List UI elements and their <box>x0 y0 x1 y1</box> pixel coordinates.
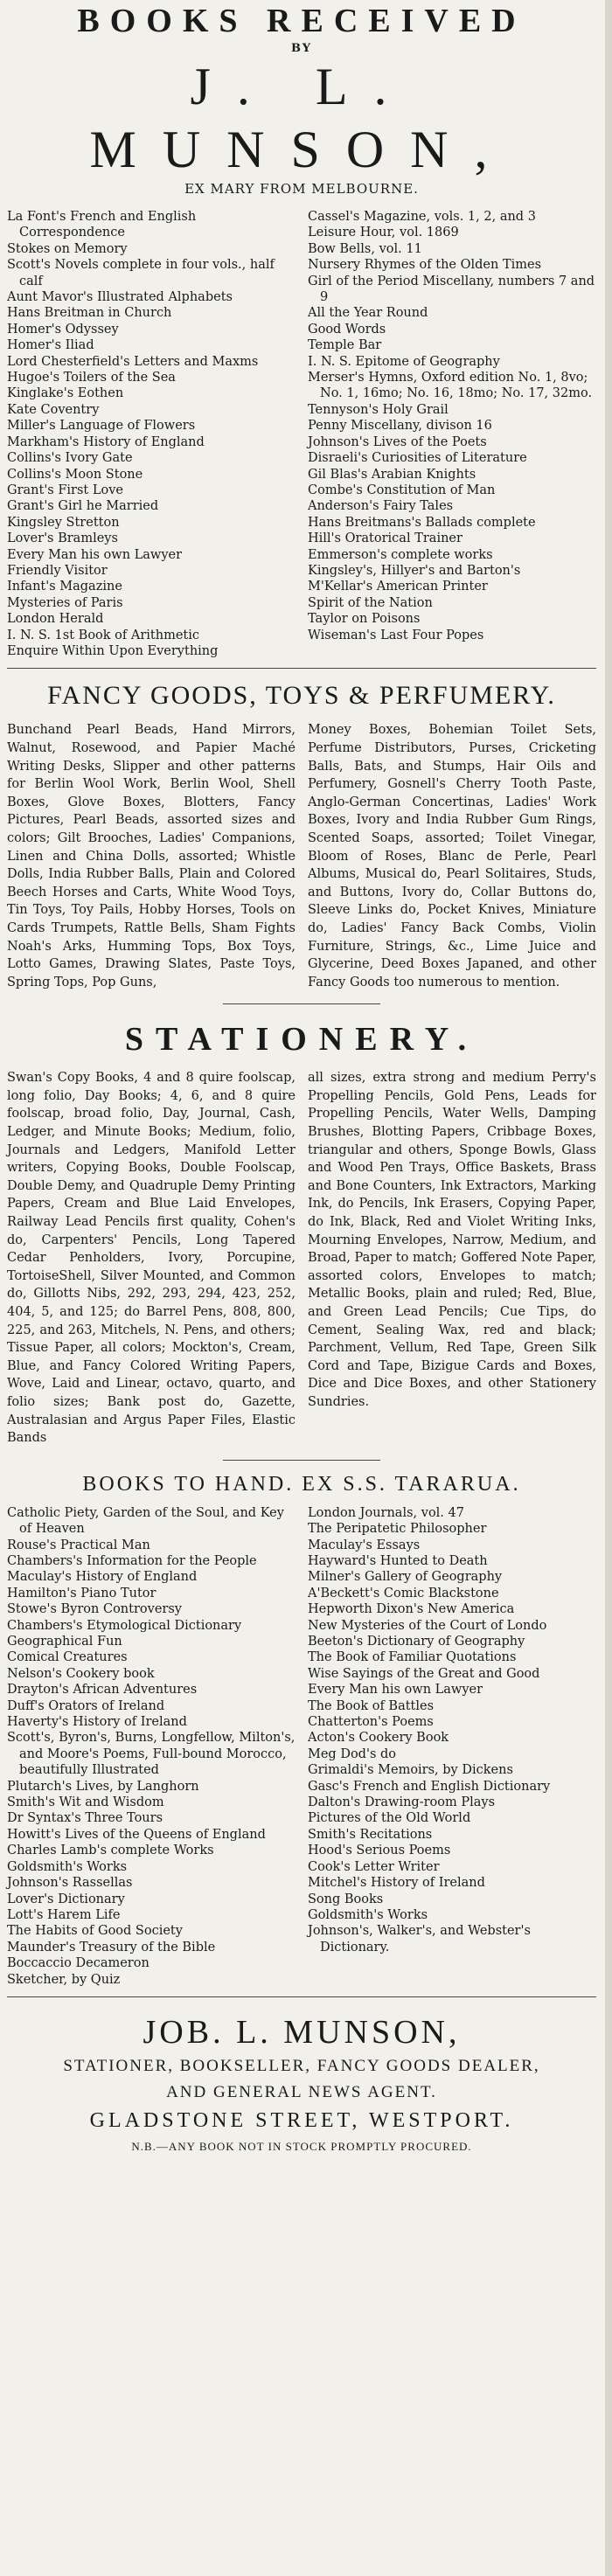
list-item: London Journals, vol. 47 <box>308 1505 464 1520</box>
list-item: Grimaldi's Memoirs, by Dickens <box>308 1763 513 1778</box>
list-item: Kate Coventry <box>7 402 100 417</box>
signature-trade: STATIONER, BOOKSELLER, FANCY GOODS DEALER, <box>63 2056 540 2075</box>
list-item: Gasc's French and English Dictionary <box>308 1779 551 1794</box>
list-item: Infant's Magazine <box>7 580 122 594</box>
header-ex: EX MARY FROM MELBOURNE. <box>184 181 419 197</box>
list-item: Hans Breitman in Church <box>7 306 172 321</box>
list-item: Stowe's Byron Controversy <box>7 1602 182 1617</box>
list-item: Miller's Language of Flowers <box>7 419 196 434</box>
list-item: Temple Bar <box>308 338 382 353</box>
list-item: Grant's Girl he Married <box>7 499 159 514</box>
list-item: Homer's Iliad <box>7 338 94 353</box>
list-item: Markham's History of England <box>7 434 205 449</box>
list-item: Goldsmith's Works <box>7 1859 128 1874</box>
list-item: Homer's Odyssey <box>7 322 119 337</box>
list-item: The Peripatetic Philosopher <box>308 1522 487 1537</box>
list-item: New Mysteries of the Court of Londo <box>308 1618 547 1633</box>
list-item: Lover's Dictionary <box>7 1892 125 1906</box>
list-item: Every Man his own Lawyer <box>308 1683 483 1698</box>
list-item: All the Year Round <box>308 306 428 321</box>
list-item: Mysteries of Paris <box>7 595 123 610</box>
list-item: Howitt's Lives of the Queens of England <box>7 1827 266 1842</box>
divider <box>223 1003 380 1004</box>
list-item: Merser's Hymns, Oxford edition No. 1, 8vo; No. 1, 16mo; No. 16, 18mo; No. 17, 32mo. <box>308 371 593 401</box>
list-item: Gil Blas's Arabian Knights <box>308 467 476 482</box>
list-item: Drayton's African Adventures <box>7 1683 198 1698</box>
list-item: Nursery Rhymes of the Olden Times <box>308 258 542 273</box>
stationery-body <box>7 1069 596 1447</box>
list-item: Smith's Recitations <box>308 1827 433 1842</box>
list-item: Milner's Gallery of Geography <box>308 1570 503 1585</box>
list-item: Mitchel's History of Ireland <box>308 1876 485 1891</box>
list-item: Hugoe's Toilers of the Sea <box>7 371 176 385</box>
list-item: Rouse's Practical Man <box>7 1538 150 1552</box>
tohand-list <box>7 1505 596 1988</box>
list-item: Chambers's Information for the People <box>7 1553 257 1568</box>
header-by: BY <box>290 42 313 55</box>
list-item: Dalton's Drawing-room Plays <box>308 1795 496 1810</box>
list-item: Stokes on Memory <box>7 241 128 256</box>
list-item: Kinglake's Eothen <box>7 386 124 401</box>
list-item: Wiseman's Last Four Popes <box>308 628 484 642</box>
list-item: Lord Chesterfield's Letters and Maxms <box>7 354 259 369</box>
list-item: Scott's Novels complete in four vols., half calf <box>7 258 275 288</box>
list-item: Disraeli's Curiosities of Literature <box>308 451 527 466</box>
list-item: Meg Dod's do <box>308 1746 397 1761</box>
list-item: Cook's Letter Writer <box>308 1859 440 1874</box>
list-item: Charles Lamb's complete Works <box>7 1843 214 1858</box>
list-item: Hood's Serious Poems <box>308 1843 451 1858</box>
list-item: Penny Miscellany, divison 16 <box>308 419 492 434</box>
signature-note: N.B.—ANY BOOK NOT IN STOCK PROMPTLY PROCURED. <box>131 2139 472 2153</box>
header-name: J. L. MUNSON, <box>89 58 514 178</box>
list-item: Aunt Mavor's Illustrated Alphabets <box>7 290 233 305</box>
list-item: The Habits of Good Society <box>7 1924 183 1939</box>
list-item: I. N. S. 1st Book of Arithmetic <box>7 628 199 642</box>
tohand-title: BOOKS TO HAND. EX S.S. TARARUA. <box>82 1472 521 1496</box>
list-item: Smith's Wit and Wisdom <box>7 1795 164 1810</box>
list-item: Catholic Piety, Garden of the Soul, and Key of Heaven <box>7 1505 284 1537</box>
list-item: Johnson's Lives of the Poets <box>308 434 487 449</box>
list-item: Grant's First Love <box>7 483 123 497</box>
list-item: Pictures of the Old World <box>308 1811 471 1826</box>
stationery-right: all sizes, extra strong and medium Perry's Propelling Pencils, Gold Pens, Leads for Propelling Pencils, Water Wells, Damping Brushes, Blotting Papers, Cribbage Boxes, triangular and others, Sponge Bowls, Glass and Wood Pen Trays, Office Baskets, Brass and Bone Counters, Ink Extractors, Marking Ink, do Pencils, Ink Erasers, Copying Paper, do Ink, Black, Red and Violet Writing Inks, Mourning Envelopes, Narrow, Medium, and Broad, Paper to match; Goffered Note Paper, assorted colors, Envelopes to match; Metallic Books, plain and ruled; Red, Blue, and Green Lead Pencils; Cue Tips, do Cement, Sealing Wax, red and black; Parchment, Vellum, Red Tape, Green Silk Cord and Tape, Bizigue Cards and Boxes, Dice and Dice Boxes, and other Stationery Sundries. <box>308 1071 596 1409</box>
list-item: Duff's Orators of Ireland <box>7 1698 165 1713</box>
tohand-left-column <box>7 1505 296 1988</box>
list-item: Hans Breitmans's Ballads complete <box>308 515 536 530</box>
list-item: Spirit of the Nation <box>308 595 433 610</box>
list-item: M'Kellar's American Printer <box>308 580 488 594</box>
divider <box>223 1460 380 1461</box>
list-item: Song Books <box>308 1892 384 1906</box>
list-item: Collins's Moon Stone <box>7 467 143 482</box>
stationery-left: Swan's Copy Books, 4 and 8 quire foolscap, long folio, Day Books; 4, 6, and 8 quire foolscap, broad folio, Day, Journal, Cash, Ledger, and Minute Books; Medium, folio, Journals and Ledgers, Manifold Letter writers, Copying Books, Double Foolscap, Double Demy, and Quadruple Demy Printing Papers, Cream and Blue Laid Envelopes, Railway Lead Pencils first quality, Cohen's do, Carpenters' Pencils, Long Tapered Cedar Penholders, Ivory, Porcupine, TortoiseShell, Silver Mounted, and Common do, Gillotts Nibs, 292, 293, 294, 423, 252, 404, 5, and 125; do Barrel Pens, 808, 800, 225, and 263, Mitchels, N. Pens, and others; Tissue Paper, all colors; Mockton's, Cream, Blue, and Fancy Colored Writing Papers, Wove, Laid and Linear, octavo, quarto, and folio sizes; Bank post do, Gazette, Australasian and Argus Paper Files, Elastic Bands <box>7 1071 296 1446</box>
fancy-title: FANCY GOODS, TOYS & PERFUMERY. <box>47 681 556 711</box>
list-item: Goldsmith's Works <box>308 1907 428 1922</box>
list-item: Hepworth Dixon's New America <box>308 1602 515 1617</box>
list-item: Combe's Constitution of Man <box>308 483 496 497</box>
list-item: Hamilton's Piano Tutor <box>7 1586 156 1600</box>
list-item: The Book of Battles <box>308 1698 435 1713</box>
list-item: Anderson's Fairy Tales <box>308 499 454 514</box>
received-left-column <box>7 209 296 659</box>
list-item: Boccaccio Decameron <box>7 1956 150 1971</box>
list-item: Maculay's History of England <box>7 1570 198 1585</box>
list-item: Hill's Oratorical Trainer <box>308 531 462 546</box>
list-item: Maculay's Essays <box>308 1538 421 1552</box>
tohand-right-column <box>308 1505 596 1988</box>
list-item: Tennyson's Holy Grail <box>308 402 449 417</box>
list-item: Haverty's History of Ireland <box>7 1715 187 1730</box>
list-item: Johnson's, Walker's, and Webster's Dictionary. <box>308 1924 531 1955</box>
signature-block <box>7 2013 596 2154</box>
list-item: Kingsley Stretton <box>7 515 120 530</box>
list-item: Johnson's Rassellas <box>7 1876 133 1891</box>
list-item: Plutarch's Lives, by Langhorn <box>7 1779 199 1794</box>
list-item: Scott's, Byron's, Burns, Longfellow, Milton's, and Moore's Poems, Full-bound Morocco, beautifully Illustrated <box>7 1731 296 1778</box>
list-item: La Font's French and English Correspondence <box>7 210 197 240</box>
received-right-column <box>308 209 596 659</box>
divider <box>7 1996 596 1997</box>
list-item: Beeton's Dictionary of Geography <box>308 1635 525 1649</box>
list-item: Girl of the Period Miscellany, numbers 7 and 9 <box>308 274 595 305</box>
list-item: Collins's Ivory Gate <box>7 451 133 466</box>
list-item: Lover's Bramleys <box>7 531 118 546</box>
list-item: The Book of Familiar Quotations <box>308 1650 517 1665</box>
signature-address: GLADSTONE STREET, WESTPORT. <box>89 2108 514 2132</box>
list-item: Every Man his own Lawyer <box>7 547 183 562</box>
list-item: Maunder's Treasury of the Bible <box>7 1940 216 1955</box>
list-item: Kingsley's, Hillyer's and Barton's <box>308 563 521 578</box>
list-item: Cassel's Magazine, vols. 1, 2, and 3 <box>308 210 536 224</box>
signature-name: JOB. L. MUNSON, <box>143 2013 461 2051</box>
list-item: A'Beckett's Comic Blackstone <box>308 1586 499 1600</box>
list-item: Lott's Harem Life <box>7 1907 121 1922</box>
list-item: Acton's Cookery Book <box>308 1731 449 1746</box>
signature-agent: AND GENERAL NEWS AGENT. <box>166 2082 437 2101</box>
list-item: London Herald <box>7 612 104 627</box>
list-item: Leisure Hour, vol. 1869 <box>308 226 459 240</box>
list-item: Emmerson's complete works <box>308 547 493 562</box>
list-item: Dr Syntax's Three Tours <box>7 1811 163 1826</box>
list-item: Chambers's Etymological Dictionary <box>7 1618 242 1633</box>
fancy-right: Money Boxes, Bohemian Toilet Sets, Perfume Distributors, Purses, Cricketing Balls, Bats, and Stumps, Hair Oils and Perfumery, Gosnell's Cherry Tooth Paste, Anglo-German Concertinas, Ladies' Work Boxes, Ivory and India Rubber Gum Rings, Scented Soaps, assorted; Toilet Vinegar, Bloom of Roses, Blanc de Perle, Pearl Albums, Musical do, Pearl Solitaires, Studs, and Buttons, Ivory do, Collar Buttons do, Sleeve Links do, Pocket Knives, Miniature do, Ladies' Fancy Back Combs, Violin Furniture, Strings, &c., Lime Juice and Glycerine, Deed Boxes Japaned, and other Fancy Goods too numerous to mention. <box>308 723 596 989</box>
fancy-left: Bunchand Pearl Beads, Hand Mirrors, Walnut, Rosewood, and Papier Maché Writing Desks, Slipper and other patterns for Berlin Wool Work, Berlin Wool, Shell Boxes, Glove Boxes, Blotters, Fancy Pictures, Pearl Beads, assorted sizes and colors; Gilt Brooches, Ladies' Companions, Linen and China Dolls, assorted; Whistle Dolls, India Rubber Balls, Plain and Colored Beech Horses and Carts, White Wood Toys, Tin Toys, Toy Pails, Hobby Horses, Tools on Cards Trumpets, Rattle Bells, Sham Fights Noah's Arks, Humming Tops, Box Toys, Lotto Games, Drawing Slates, Paste Toys, Spring Tops, Pop Guns, <box>7 723 296 989</box>
stationery-title: STATIONERY. <box>124 1021 479 1059</box>
list-item: Hayward's Hunted to Death <box>308 1553 488 1568</box>
list-item: Taylor on Poisons <box>308 612 421 627</box>
list-item: Wise Sayings of the Great and Good <box>308 1666 540 1681</box>
list-item: I. N. S. Epitome of Geography <box>308 354 500 369</box>
list-item: Geographical Fun <box>7 1635 122 1649</box>
divider <box>7 668 596 669</box>
page-edge <box>605 0 612 2576</box>
list-item: Bow Bells, vol. 11 <box>308 241 422 256</box>
received-list <box>7 209 596 659</box>
list-item: Good Words <box>308 322 386 337</box>
list-item: Sketcher, by Quiz <box>7 1972 121 1987</box>
list-item: Nelson's Cookery book <box>7 1666 155 1681</box>
list-item: Friendly Visitor <box>7 563 108 578</box>
fancy-body <box>7 721 596 991</box>
list-item: Enquire Within Upon Everything <box>7 643 219 658</box>
list-item: Chatterton's Poems <box>308 1715 434 1730</box>
header-title: BOOKS RECEIVED <box>77 3 526 39</box>
list-item: Comical Creatures <box>7 1650 128 1665</box>
